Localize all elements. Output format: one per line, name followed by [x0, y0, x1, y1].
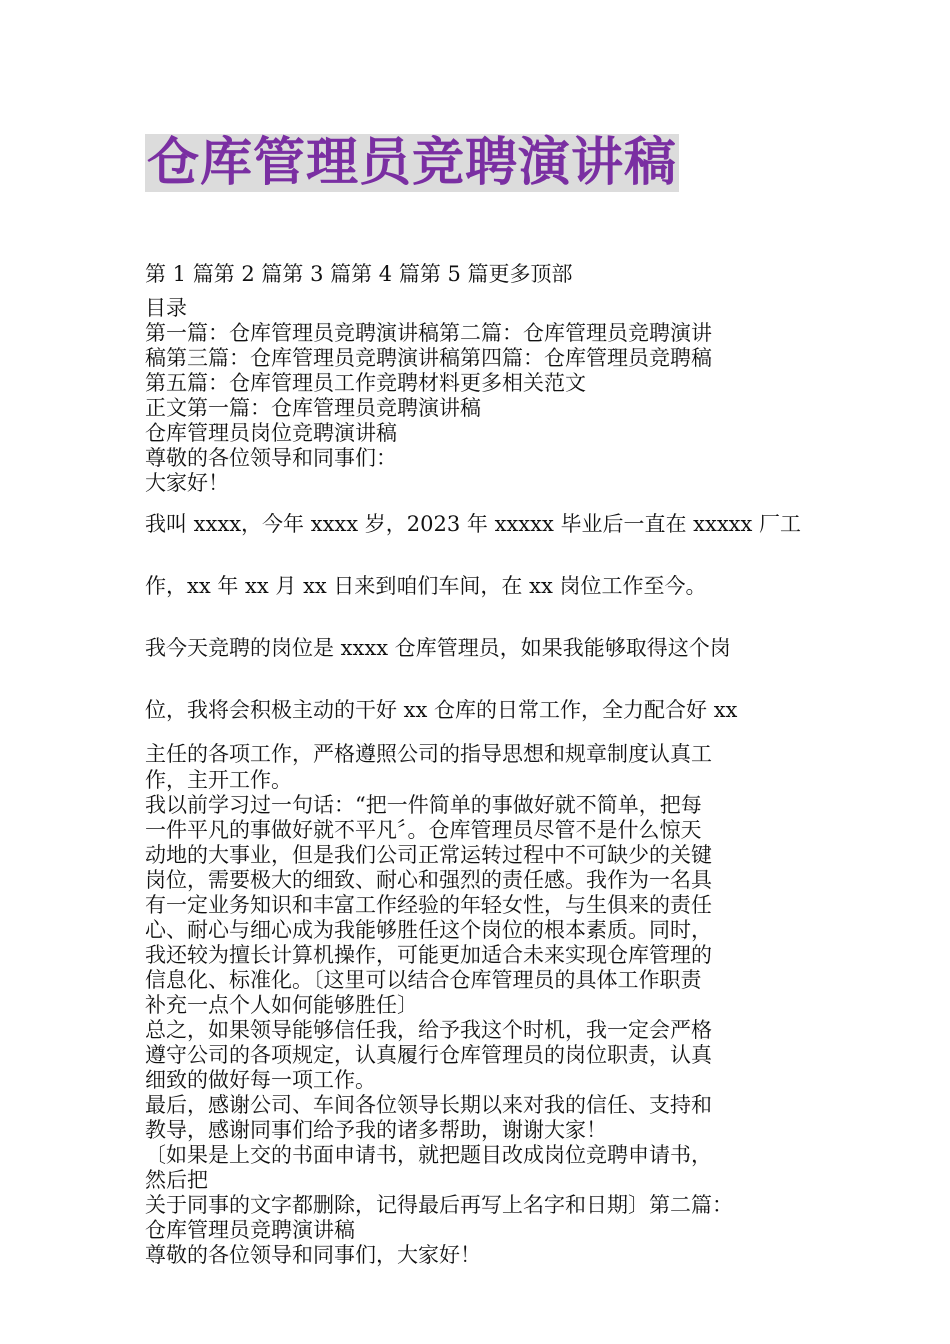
section-nav: 第 1 篇第 2 篇第 3 篇第 4 篇第 5 篇更多顶部 — [145, 262, 573, 286]
text-line: 作，xx 年 xx 月 xx 日来到咱们车间，在 xx 岗位工作至今。 — [145, 574, 707, 598]
text-line: 我以前学习过一句话：“把一件简单的事做好就不简单，把每 — [145, 793, 702, 817]
text-line: 仓库管理员竞聘演讲稿 — [145, 1218, 355, 1242]
text-line: 位，我将会积极主动的干好 xx 仓库的日常工作，全力配合好 xx — [145, 698, 738, 722]
text-line: 第一篇：仓库管理员竞聘演讲稿第二篇：仓库管理员竞聘演讲 — [145, 321, 712, 345]
text-line: 目录 — [145, 296, 187, 320]
text-line: 第五篇：仓库管理员工作竞聘材料更多相关范文 — [145, 371, 586, 395]
text-line: 尊敬的各位领导和同事们： — [145, 446, 397, 470]
text-line: 细致的做好每一项工作。 — [145, 1068, 376, 1092]
text-line: 心、耐心与细心成为我能够胜任这个岗位的根本素质。同时， — [145, 918, 712, 942]
text-line: 有一定业务知识和丰富工作经验的年轻女性，与生俱来的责任 — [145, 893, 712, 917]
text-line: 作，主开工作。 — [145, 768, 292, 792]
text-line: 我今天竞聘的岗位是 xxxx 仓库管理员，如果我能够取得这个岗 — [145, 636, 731, 660]
text-line: 〔如果是上交的书面申请书，就把题目改成岗位竞聘申请书， — [145, 1143, 712, 1167]
text-line: 大家好！ — [145, 471, 229, 495]
text-line: 稿第三篇：仓库管理员竞聘演讲稿第四篇：仓库管理员竞聘稿 — [145, 346, 712, 370]
text-line: 一件平凡的事做好就不平凡〞。仓库管理员尽管不是什么惊天 — [145, 818, 702, 842]
page-title: 仓库管理员竞聘演讲稿 — [147, 133, 678, 193]
text-line: 总之，如果领导能够信任我，给予我这个时机，我一定会严格 — [145, 1018, 712, 1042]
text-line: 关于同事的文字都删除，记得最后再写上名字和日期〕第二篇： — [145, 1193, 733, 1217]
text-line: 我叫 xxxx，今年 xxxx 岁，2023 年 xxxxx 毕业后一直在 xxxxx 厂工 — [145, 512, 802, 536]
text-line: 教导，感谢同事们给予我的诸多帮助，谢谢大家！ — [145, 1118, 607, 1142]
text-line: 信息化、标准化。〔这里可以结合仓库管理员的具体工作职责 — [145, 968, 702, 992]
text-line: 仓库管理员岗位竞聘演讲稿 — [145, 421, 397, 445]
text-line: 尊敬的各位领导和同事们，大家好！ — [145, 1243, 481, 1267]
text-line: 然后把 — [145, 1168, 208, 1192]
text-line: 最后，感谢公司、车间各位领导长期以来对我的信任、支持和 — [145, 1093, 712, 1117]
text-line: 我还较为擅长计算机操作，可能更加适合未来实现仓库管理的 — [145, 943, 712, 967]
title-highlight — [145, 134, 679, 192]
text-line: 岗位，需要极大的细致、耐心和强烈的责任感。我作为一名具 — [145, 868, 712, 892]
text-line: 动地的大事业，但是我们公司正常运转过程中不可缺少的关键 — [145, 843, 712, 867]
text-line: 正文第一篇：仓库管理员竞聘演讲稿 — [145, 396, 481, 420]
text-line: 遵守公司的各项规定，认真履行仓库管理员的岗位职责，认真 — [145, 1043, 712, 1067]
text-line: 补充一点个人如何能够胜任〕 — [145, 993, 418, 1017]
text-line: 主任的各项工作，严格遵照公司的指导思想和规章制度认真工 — [145, 742, 712, 766]
document-body — [145, 296, 810, 1268]
